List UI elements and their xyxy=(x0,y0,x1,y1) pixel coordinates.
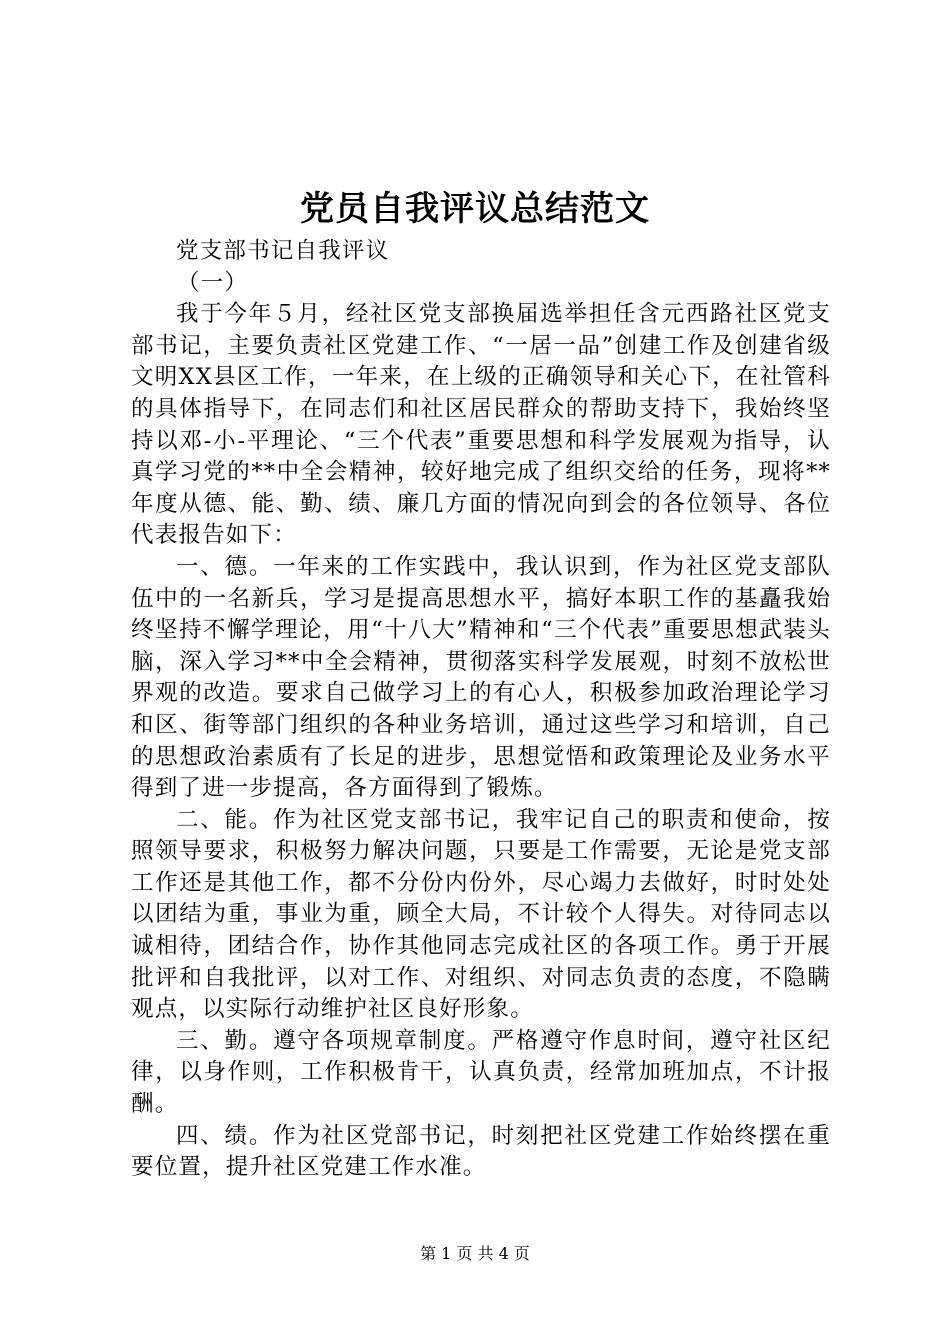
section-number: （一） xyxy=(177,269,249,296)
paragraph-neng: 二、能。作为社区党支部书记，我牢记自己的职责和使命，按照领导要求，积极努力解决问题，只要是工作需要，无论是党支部工作还是其他工作，都不分份内份外，尽心竭力去做好，时时处处以团结为重，事业为重，顾全大局，不计较个人得失。对待同志以诚相待，团结合作，协作其他同志完成社区的各项工作。勇于开展批评和自我批评，以对工作、对组织、对同志负责的态度，不隐瞒观点，以实际行动维护社区良好形象。 xyxy=(131,806,831,1023)
paragraph-qin: 三、勤。遵守各项规章制度。严格遵守作息时间，遵守社区纪律，以身作则，工作积极肯干，认真负责，经常加班加点，不计报酬。 xyxy=(131,1027,831,1118)
document-title: 党员自我评议总结范文 xyxy=(300,189,650,229)
document-body xyxy=(131,236,831,1184)
page-footer: 第 1 页 共 4 页 xyxy=(420,1244,530,1263)
paragraph-de: 一、德。一年来的工作实践中，我认识到，作为社区党支部队伍中的一名新兵，学习是提高思想水平，搞好本职工作的基矗我始终坚持不懈学理论，用“十八大”精神和“三个代表”重要思想武装头脑，深入学习**中全会精神，贯彻落实科学发展观，时刻不放松世界观的改造。要求自己做学习上的有心人，积极参加政治理论学习和区、街等部门组织的各种业务培训，通过这些学习和培训，自己的思想政治素质有了长足的进步，思想觉悟和政策理论及业务水平得到了进一步提高，各方面得到了锻炼。 xyxy=(131,553,831,802)
paragraph-ji: 四、绩。作为社区党部书记，时刻把社区党建工作始终摆在重要位置，提升社区党建工作水准。 xyxy=(131,1122,831,1181)
paragraph-intro: 我于今年５月，经社区党支部换届选举担任含元西路社区党支部书记，主要负责社区党建工作、“一居一品”创建工作及创建省级文明XX县区工作，一年来，在上级的正确领导和关心下，在社管科的具体指导下，在同志们和社区居民群众的帮助支持下，我始终坚持以邓-小-平理论、“三个代表”重要思想和科学发展观为指导，认真学习党的**中全会精神，较好地完成了组织交给的任务，现将**年度从德、能、勤、绩、廉几方面的情况向到会的各位领导、各位代表报告如下： xyxy=(131,301,831,549)
subtitle: 党支部书记自我评议 xyxy=(176,238,390,264)
